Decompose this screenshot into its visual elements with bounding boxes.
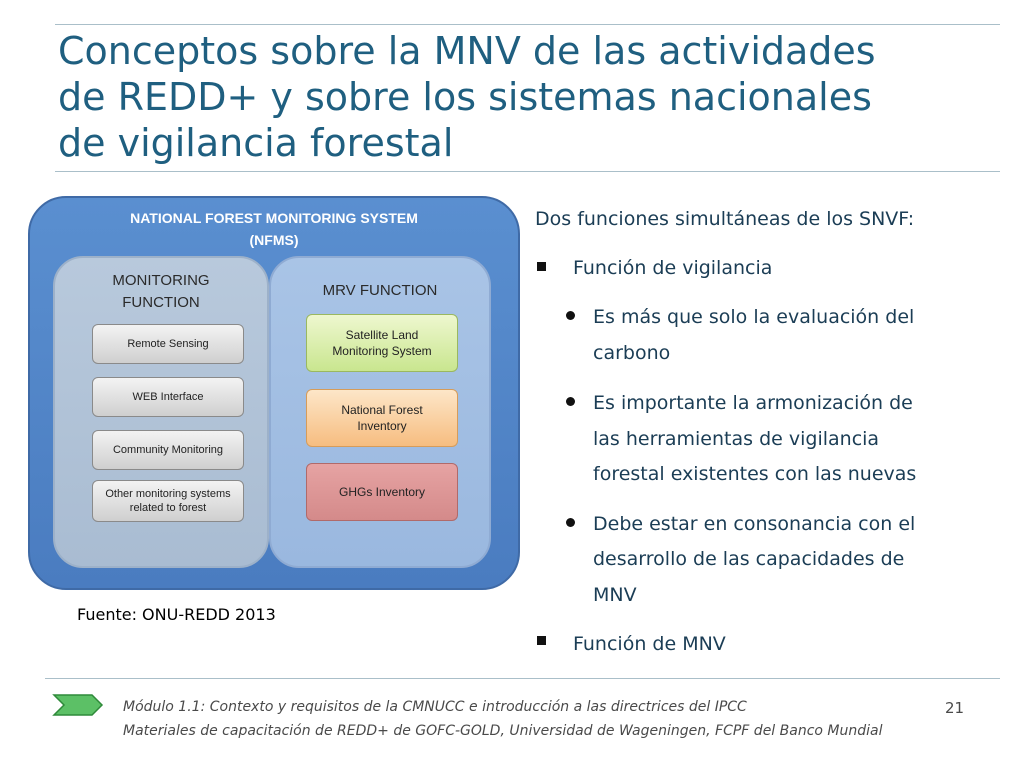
nfms-title-line-2: (NFMS) bbox=[249, 232, 299, 248]
square-bullet-icon bbox=[537, 262, 546, 271]
remote-sensing-box: Remote Sensing bbox=[92, 324, 244, 364]
chevron-arrow-icon bbox=[52, 693, 104, 717]
round-bullet-icon bbox=[566, 311, 575, 320]
sub-bullet-3-line-2: desarrollo de las capacidades de bbox=[593, 548, 905, 570]
web-interface-box: WEB Interface bbox=[92, 377, 244, 417]
national-forest-inventory-box: National Forest Inventory bbox=[306, 389, 458, 447]
bullet-vigilancia: Función de vigilancia bbox=[573, 257, 773, 279]
sub-bullet-2-line-1: Es importante la armonización de bbox=[593, 392, 913, 414]
monitoring-title-line-2: FUNCTION bbox=[122, 294, 200, 311]
mrv-title: MRV FUNCTION bbox=[322, 282, 438, 299]
other-monitoring-box: Other monitoring systems related to forest bbox=[92, 480, 244, 522]
nfms-title-line-1: NATIONAL FOREST MONITORING SYSTEM bbox=[130, 210, 418, 226]
satellite-land-monitoring-box: Satellite Land Monitoring System bbox=[306, 314, 458, 372]
title-rule bbox=[55, 171, 1000, 172]
round-bullet-icon bbox=[566, 518, 575, 527]
community-monitoring-box: Community Monitoring bbox=[92, 430, 244, 470]
sub-bullet-2-line-3: forestal existentes con las nuevas bbox=[593, 463, 917, 485]
page-title bbox=[58, 28, 958, 166]
bullet-mnv: Función de MNV bbox=[573, 633, 726, 655]
footer-materials-text: Materiales de capacitación de REDD+ de GOFC-GOLD, Universidad de Wageningen, FCPF del Banco Mundial bbox=[123, 723, 883, 739]
source-caption: Fuente: ONU-REDD 2013 bbox=[77, 605, 276, 624]
page-number: 21 bbox=[945, 699, 965, 717]
footer-rule bbox=[45, 678, 1000, 679]
sub-bullet-3-line-3: MNV bbox=[593, 584, 637, 606]
intro-text: Dos funciones simultáneas de los SNVF: bbox=[535, 208, 915, 230]
square-bullet-icon bbox=[537, 636, 546, 645]
monitoring-title-line-1: MONITORING bbox=[112, 272, 210, 289]
sub-bullet-1-line-1: Es más que solo la evaluación del bbox=[593, 306, 915, 328]
title-line-1: Conceptos sobre la MNV de las actividades bbox=[58, 29, 876, 73]
footer-module-text: Módulo 1.1: Contexto y requisitos de la CMNUCC e introducción a las directrices del IPCC bbox=[123, 699, 747, 715]
round-bullet-icon bbox=[566, 397, 575, 406]
sub-bullet-3-line-1: Debe estar en consonancia con el bbox=[593, 513, 916, 535]
sub-bullet-2-line-2: las herramientas de vigilancia bbox=[593, 428, 880, 450]
top-rule bbox=[55, 24, 1000, 25]
title-line-2: de REDD+ y sobre los sistemas nacionales bbox=[58, 75, 872, 119]
sub-bullet-1-line-2: carbono bbox=[593, 342, 671, 364]
ghgs-inventory-box: GHGs Inventory bbox=[306, 463, 458, 521]
title-line-3: de vigilancia forestal bbox=[58, 121, 454, 165]
